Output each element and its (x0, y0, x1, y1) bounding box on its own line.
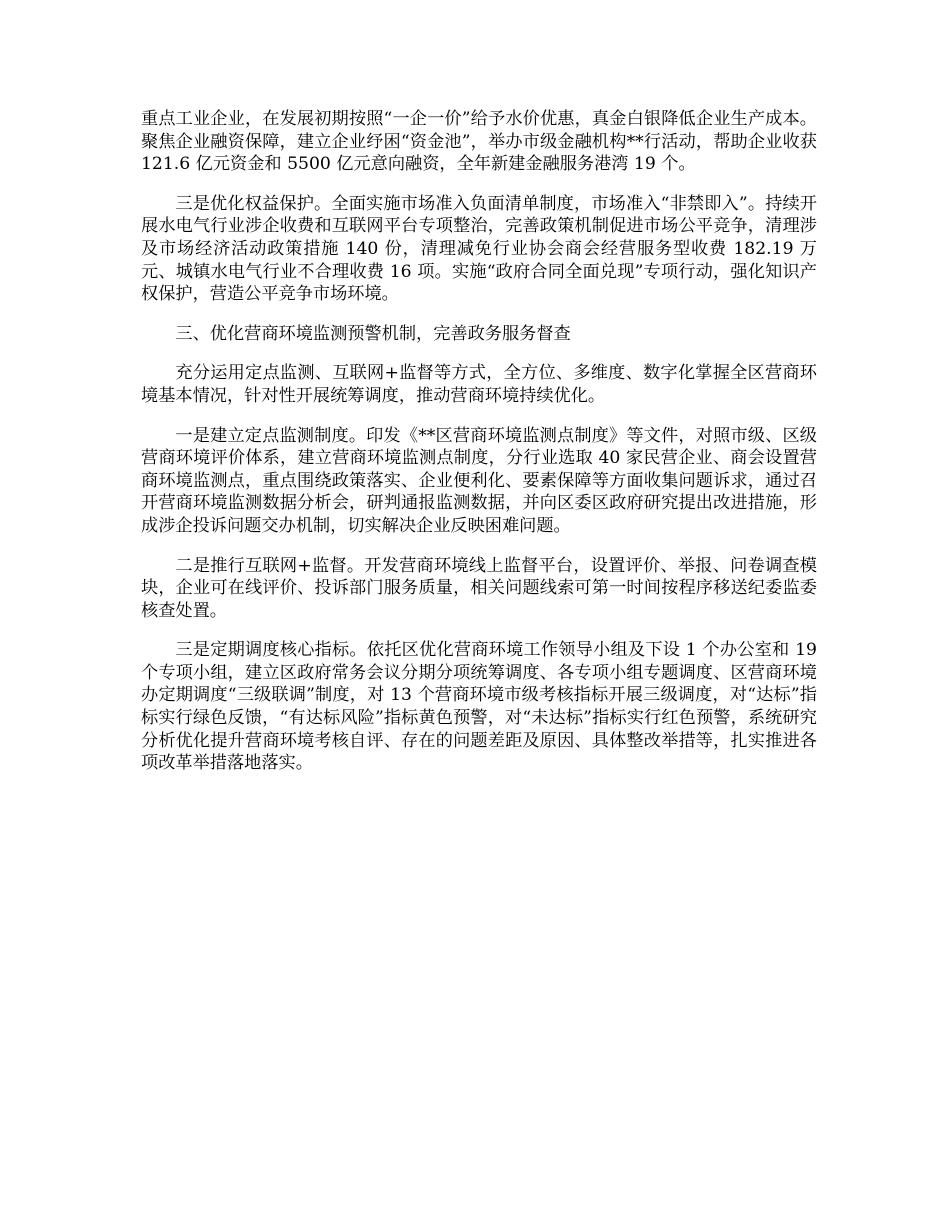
section-heading-monitoring: 三、优化营商环境监测预警机制，完善政务服务督查 (175, 323, 571, 344)
paragraph-internet-supervision: 二是推行互联网+监督。开发营商环境线上监督平台，设置评价、举报、问卷调查模块，企业可在线评价、投诉部门服务质量，相关问题线索可第一时间按程序移送纪委监委核查处置。 (141, 555, 817, 621)
document-body (141, 108, 817, 792)
paragraph-continued-cost-reduction: 重点工业企业，在发展初期按照“一企一价”给予水价优惠，真金白银降低企业生产成本。聚焦企业融资保障，建立企业纾困“资金池”，举办市级金融机构**行活动，帮助企业收获 121.6 亿元资金和 5500 亿元意向融资，全年新建金融服务港湾 19 个。 (141, 109, 817, 175)
paragraph-rights-protection: 三是优化权益保护。全面实施市场准入负面清单制度，市场准入“非禁即入”。持续开展水电气行业涉企收费和互联网平台专项整治，完善政策机制促进市场公平竞争，清理涉及市场经济活动政策措施 140 份，清理减免行业协会商会经营服务型收费 182.19 万元、城镇水电气行业不合理收费 16 项。实施“政府合同全面兑现”专项行动，强化知识产权保护，营造公平竞争市场环境。 (141, 193, 817, 305)
paragraph-monitoring-intro: 充分运用定点监测、互联网+监督等方式，全方位、多维度、数字化掌握全区营商环境基本情况，针对性开展统筹调度，推动营商环境持续优化。 (141, 363, 817, 406)
paragraph-indicator-scheduling: 三是定期调度核心指标。依托区优化营商环境工作领导小组及下设 1 个办公室和 19 个专项小组，建立区政府常务会议分期分项统筹调度、各专项小组专题调度、区营商环境办定期调度“三级联调”制度，对 13 个营商环境市级考核指标开展三级调度，对“达标”指标实行绿色反馈，“有达标风险”指标黄色预警，对“未达标”指标实行红色预警，系统研究分析优化提升营商环境考核自评、存在的问题差距及原因、具体整改举措等，扎实推进各项改革举措落地落实。 (141, 640, 817, 774)
paragraph-fixed-point-monitoring: 一是建立定点监测制度。印发《**区营商环境监测点制度》等文件，对照市级、区级营商环境评价体系，建立营商环境监测点制度，分行业选取 40 家民营企业、商会设置营商环境监测点，重点围绕政策落实、企业便利化、要素保障等方面收集问题诉求，通过召开营商环境监测数据分析会，研判通报监测数据，并向区委区政府研究提出改进措施，形成涉企投诉问题交办机制，切实解决企业反映困难问题。 (141, 425, 817, 536)
